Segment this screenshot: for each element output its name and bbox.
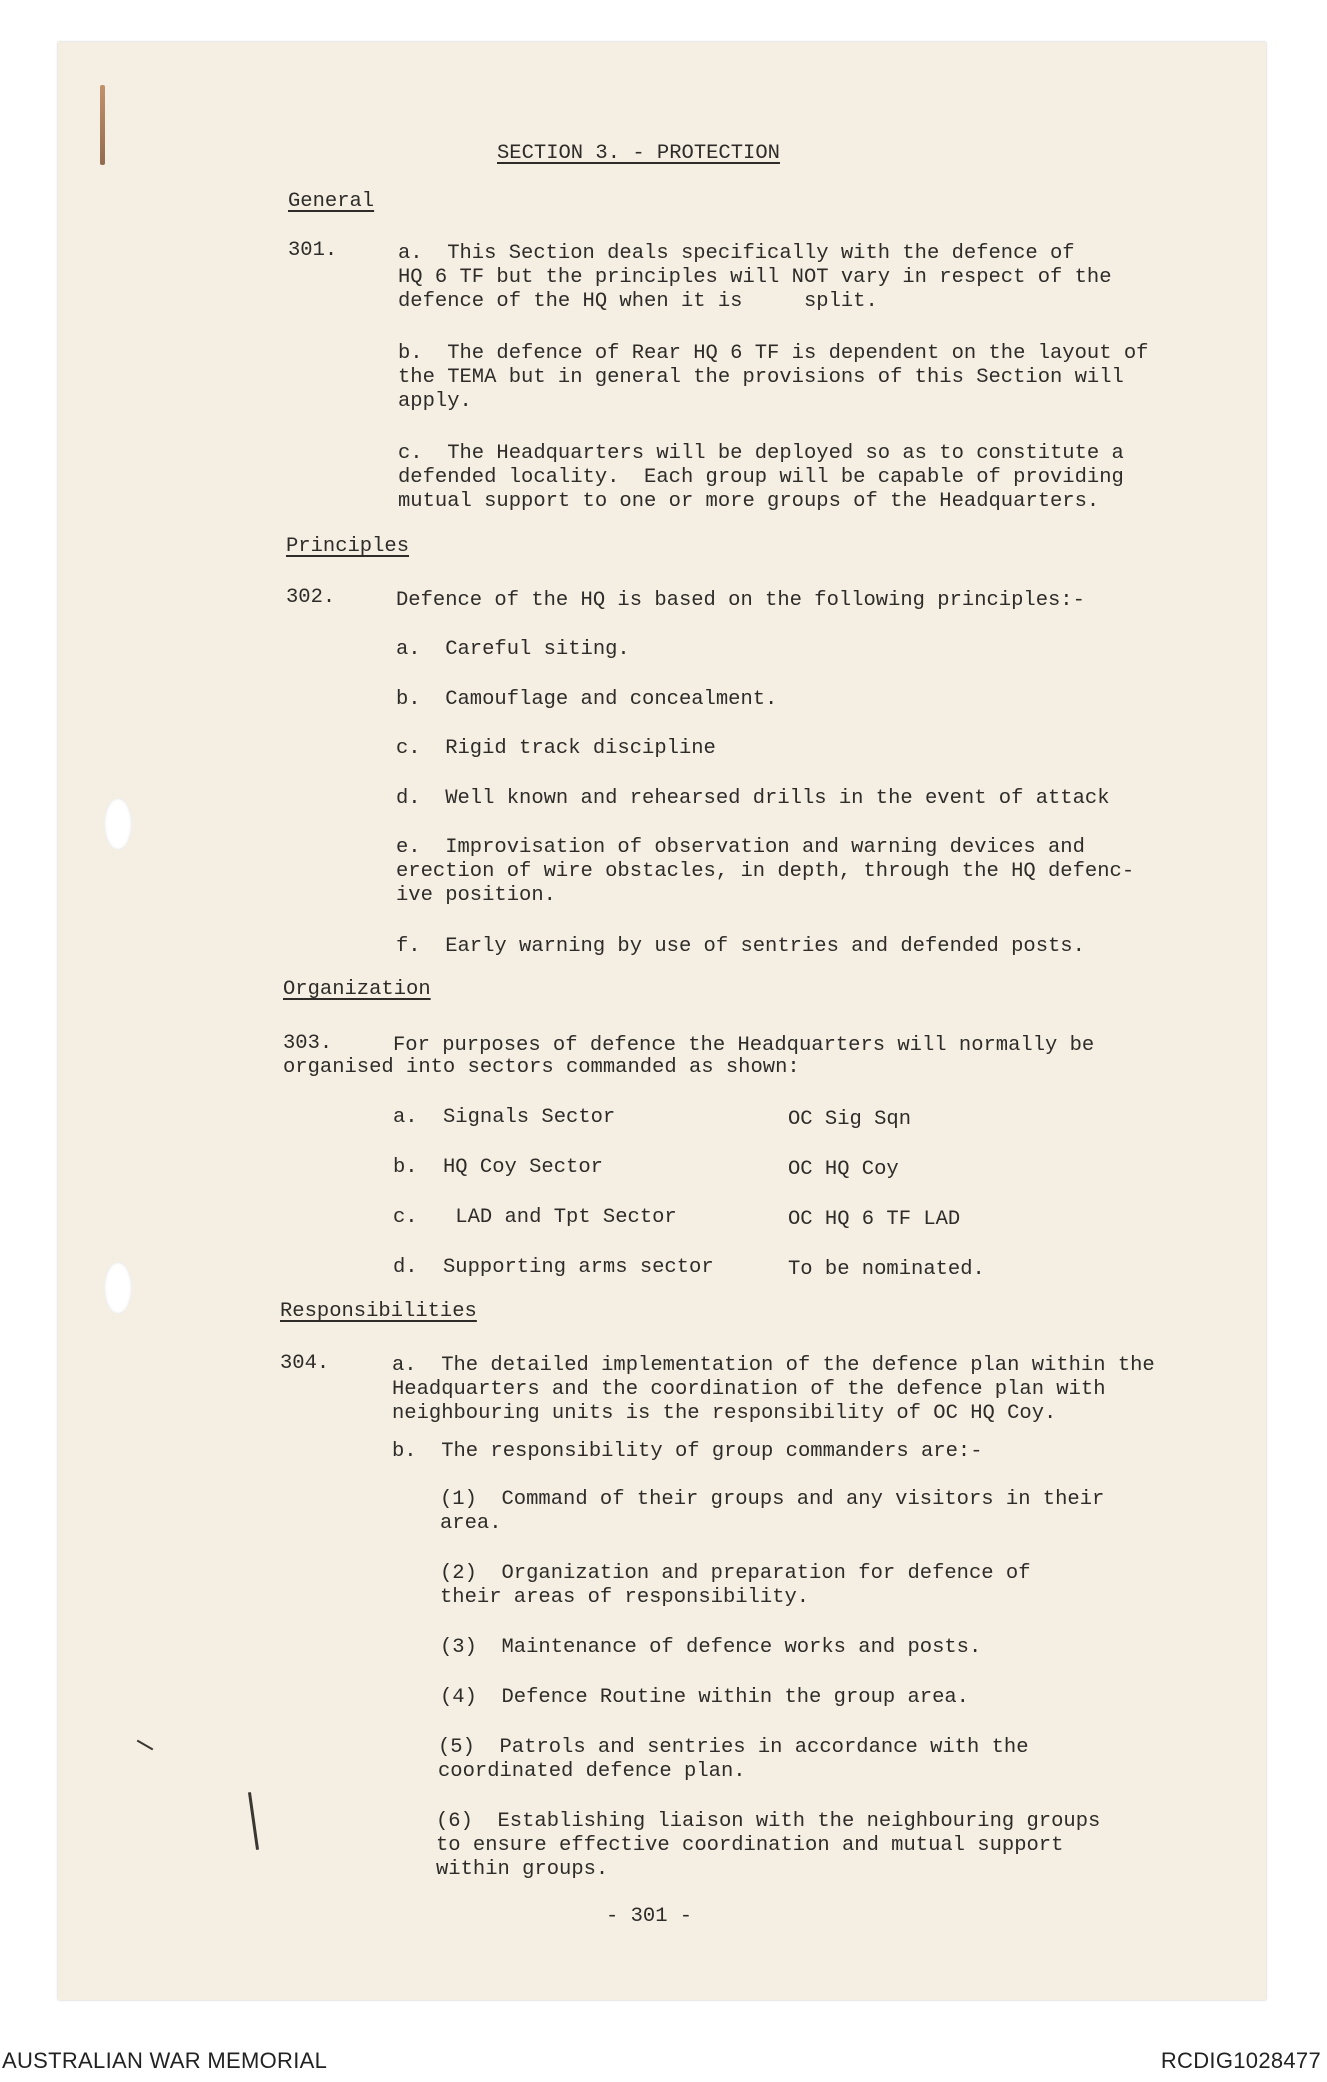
para-303-line2: organised into sectors commanded as shown: [283,1056,800,1079]
para-304a-line1: a. The detailed implementation of the defence plan within the [392,1354,1155,1377]
para-301b-line3: apply. [398,390,472,413]
para-301c-line1: c. The Headquarters will be deployed so as to constitute a [398,442,1124,465]
footer-catalog-id: RCDIG1028477 [1160,2048,1321,2073]
duty-2-line2: their areas of responsibility. [440,1586,810,1609]
sector-a-commander: OC Sig Sqn [788,1108,912,1131]
duty-6-line3: within groups. [436,1858,609,1881]
heading-general: General [288,190,375,213]
heading-organization: Organization [283,978,431,1001]
heading-principles: Principles [286,535,410,558]
sector-d-letter: d. [393,1256,418,1279]
para-301a-line2: HQ 6 TF but the principles will NOT vary in respect of the [398,266,1112,289]
duty-6-line1: (6) Establishing liaison with the neighbouring groups [436,1810,1101,1833]
sector-b-commander: OC HQ Coy [788,1158,899,1181]
para-303-line1: For purposes of defence the Headquarters will normally be [393,1034,1095,1057]
sector-b-letter: b. [393,1156,418,1179]
para-301b-line2: the TEMA but in general the provisions of this Section will [398,366,1124,389]
punch-hole-lower [104,1262,132,1314]
sector-a-letter: a. [393,1106,418,1129]
principle-f: f. Early warning by use of sentries and defended posts. [396,935,1085,958]
duty-5-line2: coordinated defence plan. [438,1760,746,1783]
principle-a: a. Careful siting. [396,638,630,661]
para-304a-line2: Headquarters and the coordination of the defence plan with [392,1378,1106,1401]
duty-1-line2: area. [440,1512,502,1535]
principle-d: d. Well known and rehearsed drills in the event of attack [396,787,1110,810]
principle-e-line3: ive position. [396,884,556,907]
duty-3: (3) Maintenance of defence works and posts. [440,1636,982,1659]
para-301a-line3: defence of the HQ when it is split. [398,290,878,313]
sector-c-commander: OC HQ 6 TF LAD [788,1208,961,1231]
punch-hole-upper [104,798,132,850]
para-304a-line3: neighbouring units is the responsibility of OC HQ Coy. [392,1402,1057,1425]
duty-4: (4) Defence Routine within the group area. [440,1686,969,1709]
principle-b: b. Camouflage and concealment. [396,688,778,711]
footer-institution: AUSTRALIAN WAR MEMORIAL [2,2048,328,2073]
duty-5-line1: (5) Patrols and sentries in accordance with the [438,1736,1029,1759]
para-302-intro: Defence of the HQ is based on the following principles:- [396,589,1085,612]
para-301c-line2: defended locality. Each group will be capable of providing [398,466,1124,489]
sector-c-letter: c. [393,1206,418,1229]
sector-d-name: Supporting arms sector [443,1256,714,1279]
principle-e-line1: e. Improvisation of observation and warning devices and [396,836,1085,859]
para-301a-line1: a. This Section deals specifically with the defence of [398,242,1075,265]
staple-mark [100,85,105,165]
para-301b-line1: b. The defence of Rear HQ 6 TF is dependent on the layout of [398,342,1149,365]
sector-d-commander: To be nominated. [788,1258,985,1281]
para-304b: b. The responsibility of group commanders are:- [392,1440,983,1463]
duty-1-line1: (1) Command of their groups and any visitors in their [440,1488,1105,1511]
para-num-301: 301. [288,239,338,262]
sector-a-name: Signals Sector [443,1106,616,1129]
duty-2-line1: (2) Organization and preparation for defence of [440,1562,1031,1585]
para-301c-line3: mutual support to one or more groups of the Headquarters. [398,490,1100,513]
para-num-304: 304. [280,1352,330,1375]
para-num-302: 302. [286,586,336,609]
heading-responsibilities: Responsibilities [280,1300,477,1323]
duty-6-line2: to ensure effective coordination and mutual support [436,1834,1064,1857]
section-title: SECTION 3. - PROTECTION [497,142,780,165]
principle-c: c. Rigid track discipline [396,737,716,760]
sector-b-name: HQ Coy Sector [443,1156,603,1179]
sector-c-name: LAD and Tpt Sector [443,1206,677,1229]
para-num-303: 303. [283,1032,333,1055]
principle-e-line2: erection of wire obstacles, in depth, through the HQ defenc- [396,860,1135,883]
page-number: - 301 - [606,1905,693,1928]
